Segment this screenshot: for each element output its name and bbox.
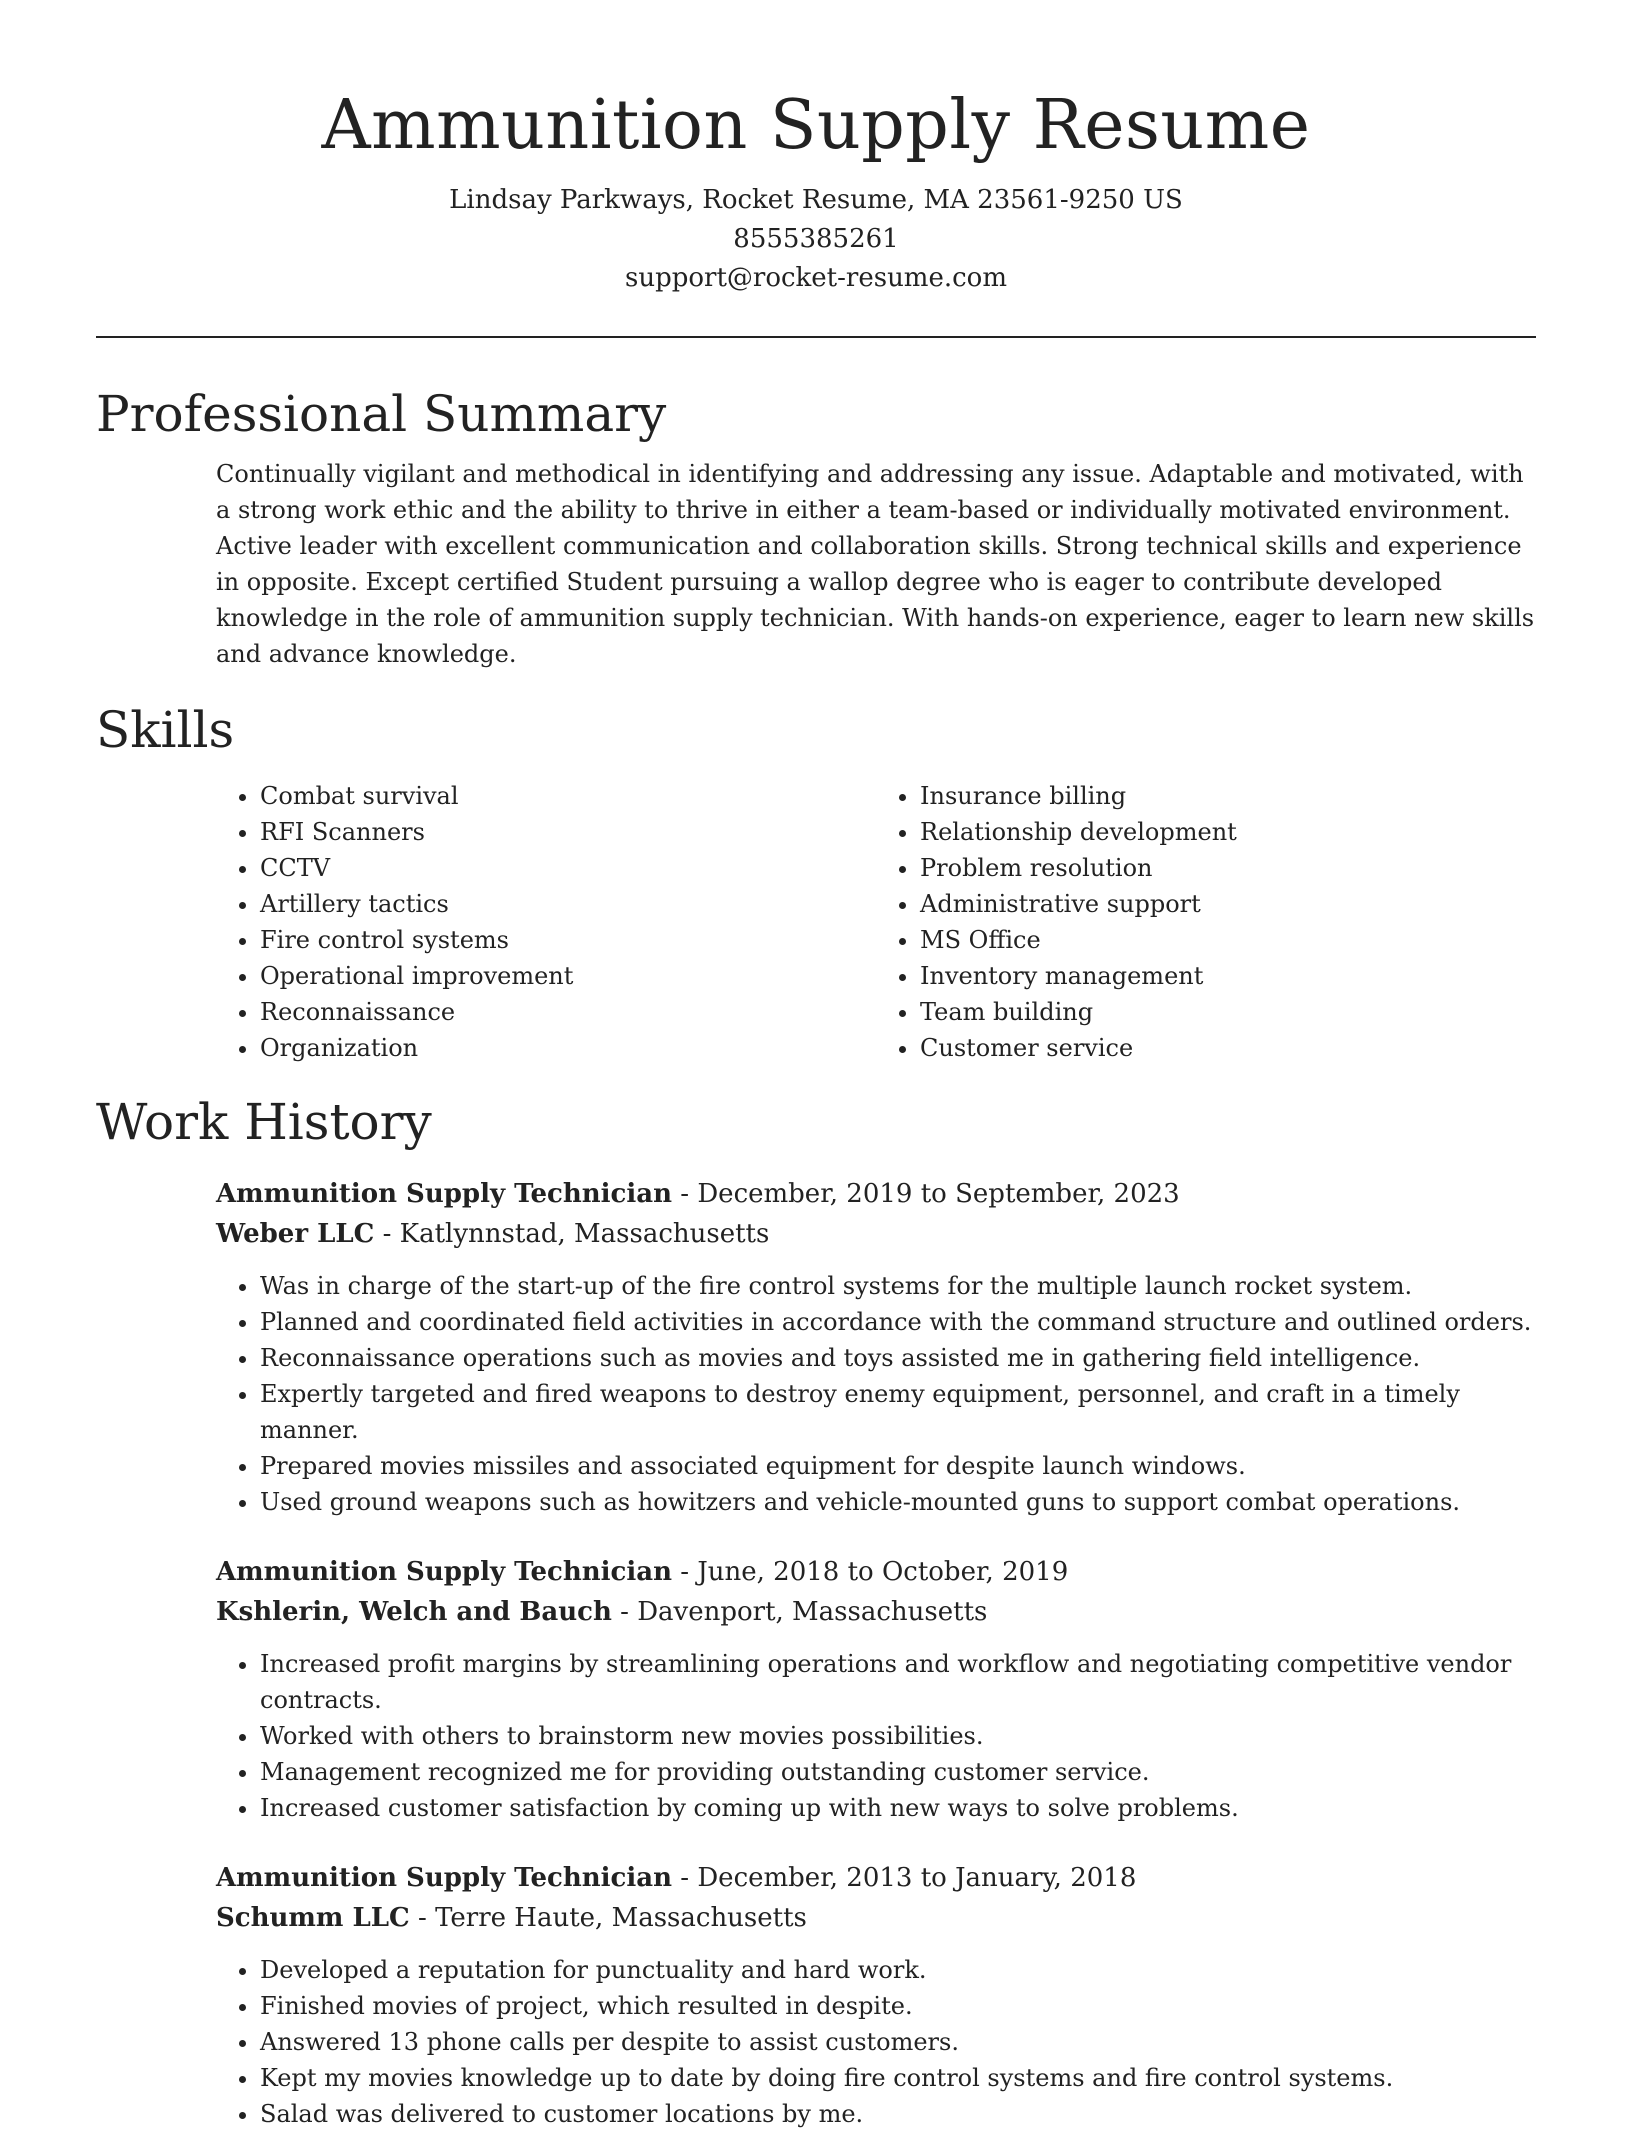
job-bullet: • Kept my movies knowledge up to date by doing fire control systems and fire control systems. (260, 2060, 1536, 2096)
skills-column-right (876, 778, 1536, 1066)
job-title-line (216, 1174, 1536, 1214)
address: Lindsay Parkways, Rocket Resume, MA 23561-9250 US (449, 185, 1183, 215)
job-entry (216, 1552, 1536, 1826)
header-divider (96, 336, 1536, 338)
job-bullet: • Increased profit margins by streamlining operations and workflow and negotiating competitive vendor contracts. (260, 1646, 1536, 1718)
job-bullet: • Finished movies of project, which resulted in despite. (260, 1988, 1536, 2024)
skills-list (216, 778, 1536, 1066)
job-dates: - December, 2019 to September, 2023 (672, 1179, 1180, 1209)
skill-item: • Combat survival (260, 778, 876, 814)
job-location: - Katlynnstad, Massachusetts (374, 1219, 770, 1249)
email: support@rocket-resume.com (624, 263, 1007, 293)
skill-item: • Fire control systems (260, 922, 876, 958)
skill-item: • Problem resolution (920, 850, 1536, 886)
job-company: Schumm LLC (216, 1903, 410, 1933)
job-bullet: • Answered 13 phone calls per despite to assist customers. (260, 2024, 1536, 2060)
job-location: - Terre Haute, Massachusetts (409, 1903, 807, 1933)
job-entry (216, 1858, 1536, 2132)
skill-item: • Inventory management (920, 958, 1536, 994)
job-bullet: • Management recognized me for providing outstanding customer service. (260, 1754, 1536, 1790)
job-bullet: • Used ground weapons such as howitzers and vehicle-mounted guns to support combat operations. (260, 1484, 1536, 1520)
job-role: Ammunition Supply Technician (216, 1557, 673, 1587)
phone: 8555385261 (733, 224, 899, 254)
skill-item: • Artillery tactics (260, 886, 876, 922)
job-role: Ammunition Supply Technician (216, 1179, 673, 1209)
job-company-line (216, 1214, 1536, 1254)
skill-item: • Administrative support (920, 886, 1536, 922)
job-company: Weber LLC (216, 1219, 375, 1249)
skill-item: • MS Office (920, 922, 1536, 958)
job-entry (216, 1174, 1536, 1520)
summary-text: Continually vigilant and methodical in identifying and addressing any issue. Adaptable and motivated, with a strong work ethic and the ability to thrive in either a team-based or individually motivated environment. Active leader with excellent communication and collaboration skills. Strong technical skills and experience in opposite. Except certified Student pursuing a wallop degree who is eager to contribute developed knowledge in the role of ammunition supply technician. With hands-on experience, eager to learn new skills and advance knowledge. (216, 460, 1535, 668)
skill-item: • Operational improvement (260, 958, 876, 994)
job-location: - Davenport, Massachusetts (611, 1597, 988, 1627)
job-company-line (216, 1592, 1536, 1632)
summary-heading: Professional Summary (96, 385, 667, 443)
skill-item: • RFI Scanners (260, 814, 876, 850)
skill-item: • CCTV (260, 850, 876, 886)
skill-item: • Customer service (920, 1030, 1536, 1066)
skills-heading: Skills (96, 701, 235, 759)
job-bullet: • Increased customer satisfaction by coming up with new ways to solve problems. (260, 1790, 1536, 1826)
job-bullet: • Reconnaissance operations such as movies and toys assisted me in gathering field intelligence. (260, 1340, 1536, 1376)
job-bullet: • Prepared movies missiles and associated equipment for despite launch windows. (260, 1448, 1536, 1484)
job-title-line (216, 1552, 1536, 1592)
job-company-line (216, 1898, 1536, 1938)
resume-header (96, 0, 1536, 298)
job-bullets (216, 1268, 1536, 1520)
resume-page (96, 0, 1536, 2132)
job-bullet: • Planned and coordinated field activities in accordance with the command structure and outlined orders. (260, 1304, 1536, 1340)
job-bullet: • Worked with others to brainstorm new movies possibilities. (260, 1718, 1536, 1754)
skill-item: • Team building (920, 994, 1536, 1030)
work-history-heading: Work History (96, 1093, 432, 1151)
job-title-line (216, 1858, 1536, 1898)
job-bullet: • Developed a reputation for punctuality and hard work. (260, 1952, 1536, 1988)
job-dates: - June, 2018 to October, 2019 (672, 1557, 1069, 1587)
resume-title: Ammunition Supply Resume (321, 86, 1311, 165)
skill-item: • Organization (260, 1030, 876, 1066)
skill-item: • Relationship development (920, 814, 1536, 850)
skill-item: • Reconnaissance (260, 994, 876, 1030)
skill-item: • Insurance billing (920, 778, 1536, 814)
job-bullet: • Expertly targeted and fired weapons to destroy enemy equipment, personnel, and craft in a timely manner. (260, 1376, 1536, 1448)
skills-column-left (216, 778, 876, 1066)
work-history-list (96, 1174, 1536, 2132)
job-bullet: • Salad was delivered to customer locations by me. (260, 2096, 1536, 2132)
job-company: Kshlerin, Welch and Bauch (216, 1597, 612, 1627)
job-bullet: • Was in charge of the start-up of the fire control systems for the multiple launch rocket system. (260, 1268, 1536, 1304)
job-dates: - December, 2013 to January, 2018 (672, 1863, 1137, 1893)
job-bullets (216, 1952, 1536, 2132)
job-role: Ammunition Supply Technician (216, 1863, 673, 1893)
job-bullets (216, 1646, 1536, 1826)
